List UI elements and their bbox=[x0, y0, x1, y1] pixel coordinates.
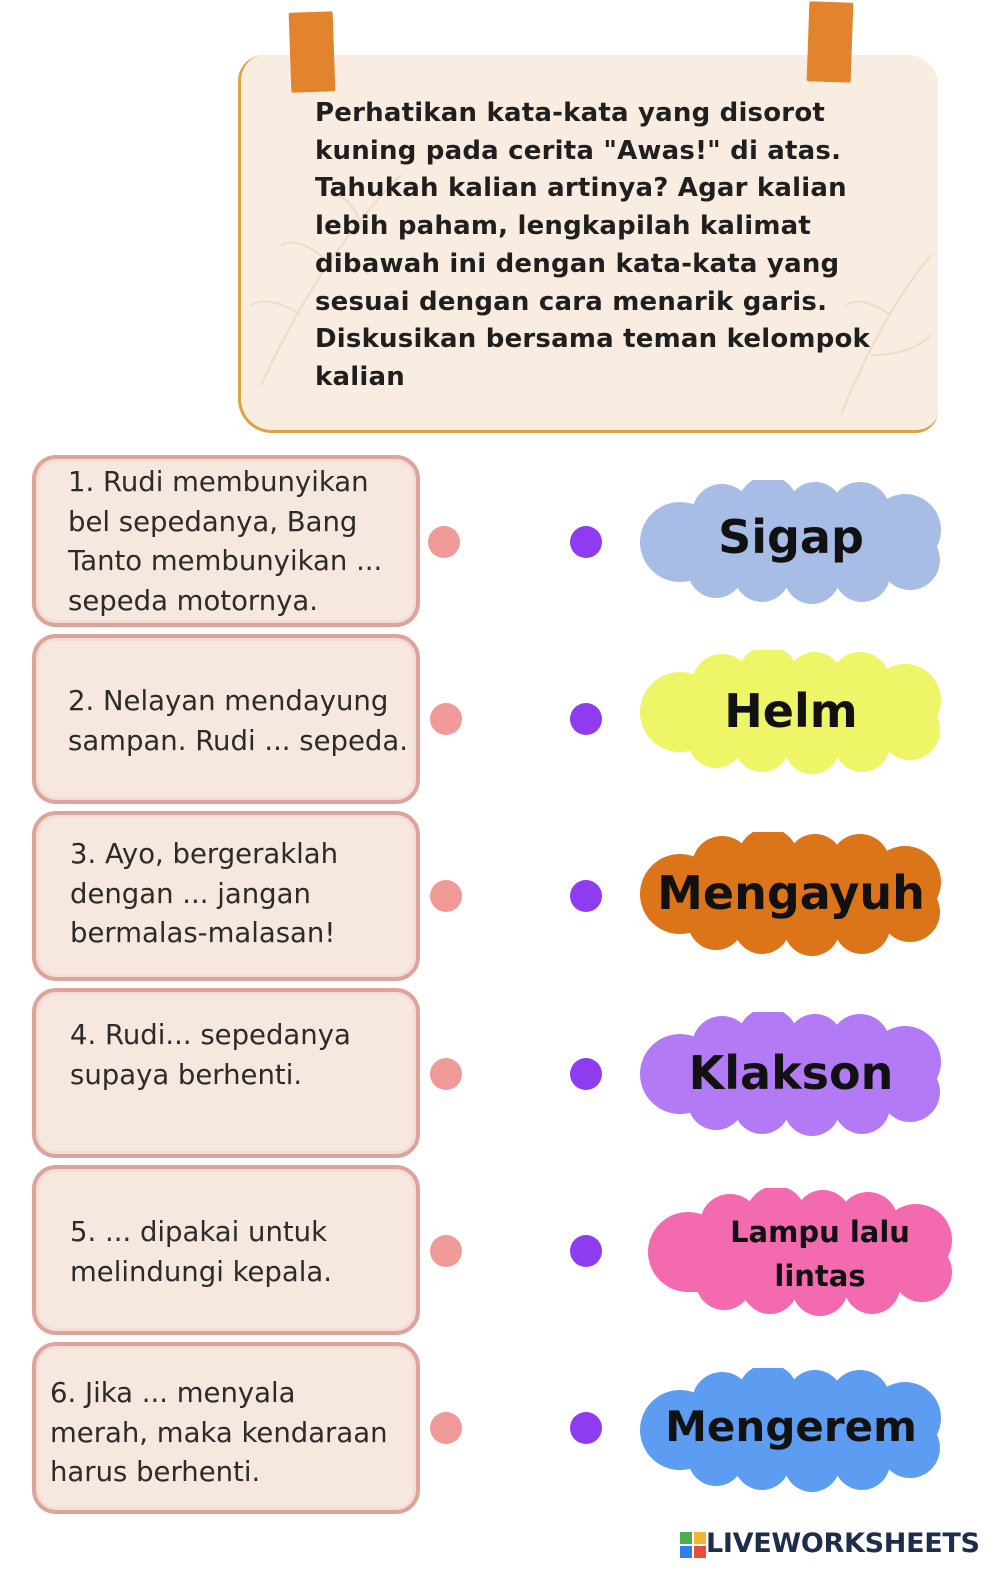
answer-cloud-5 bbox=[638, 1188, 962, 1316]
answer-label-1: Sigap bbox=[718, 510, 864, 564]
question-text-3: 3. Ayo, bergeraklah dengan ... jangan bermalas-malasan! bbox=[70, 838, 339, 949]
answer-cloud-6 bbox=[630, 1368, 952, 1492]
question-box-5 bbox=[32, 1165, 420, 1335]
answer-cloud-2 bbox=[630, 650, 952, 774]
left-match-dot-5[interactable] bbox=[430, 1235, 462, 1267]
instruction-note bbox=[238, 55, 938, 433]
question-box-1 bbox=[32, 455, 420, 627]
question-text-6: 6. Jika ... menyala merah, maka kendaraan harus berhenti. bbox=[50, 1377, 388, 1488]
answer-cloud-3 bbox=[630, 832, 952, 956]
question-box-3 bbox=[32, 811, 420, 981]
question-text-5: 5. ... dipakai untuk melindungi kepala. bbox=[70, 1216, 332, 1288]
liveworksheets-logo bbox=[680, 1526, 980, 1566]
answer-label-2: Helm bbox=[724, 684, 858, 738]
tape-left bbox=[289, 11, 336, 92]
question-text-4: 4. Rudi... sepedanya supaya berhenti. bbox=[70, 1019, 351, 1091]
liveworksheets-icon bbox=[680, 1532, 706, 1558]
question-text-2: 2. Nelayan mendayung sampan. Rudi ... sepeda. bbox=[68, 685, 408, 757]
left-match-dot-2[interactable] bbox=[430, 703, 462, 735]
question-box-6 bbox=[32, 1342, 420, 1514]
right-match-dot-6[interactable] bbox=[570, 1412, 602, 1444]
question-box-2 bbox=[32, 634, 420, 804]
question-box-4 bbox=[32, 988, 420, 1158]
answer-label-5: Lampu lalu lintas bbox=[730, 1215, 910, 1293]
question-text-1: 1. Rudi membunyikan bel sepedanya, Bang Tanto membunyikan ... sepeda motornya. bbox=[68, 466, 383, 617]
left-match-dot-3[interactable] bbox=[430, 880, 462, 912]
brand-name: LIVEWORKSHEETS bbox=[706, 1528, 980, 1559]
right-match-dot-2[interactable] bbox=[570, 703, 602, 735]
tape-right bbox=[807, 1, 854, 82]
right-match-dot-5[interactable] bbox=[570, 1235, 602, 1267]
answer-cloud-4 bbox=[630, 1012, 952, 1136]
right-match-dot-3[interactable] bbox=[570, 880, 602, 912]
left-match-dot-4[interactable] bbox=[430, 1058, 462, 1090]
left-match-dot-6[interactable] bbox=[430, 1412, 462, 1444]
right-match-dot-1[interactable] bbox=[570, 526, 602, 558]
answer-cloud-1 bbox=[630, 480, 952, 604]
answer-label-3: Mengayuh bbox=[657, 866, 925, 920]
right-match-dot-4[interactable] bbox=[570, 1058, 602, 1090]
left-match-dot-1[interactable] bbox=[428, 526, 460, 558]
answer-label-4: Klakson bbox=[688, 1046, 894, 1100]
instruction-text: Perhatikan kata-kata yang disorot kuning pada cerita "Awas!" di atas. Tahukah kalian artinya? Agar kalian lebih paham, lengkapilah kalimat dibawah ini dengan kata-kata yang sesuai dengan cara menarik garis. Diskusikan bersama teman kelompok kalian bbox=[315, 98, 871, 392]
answer-label-6: Mengerem bbox=[665, 1402, 917, 1451]
